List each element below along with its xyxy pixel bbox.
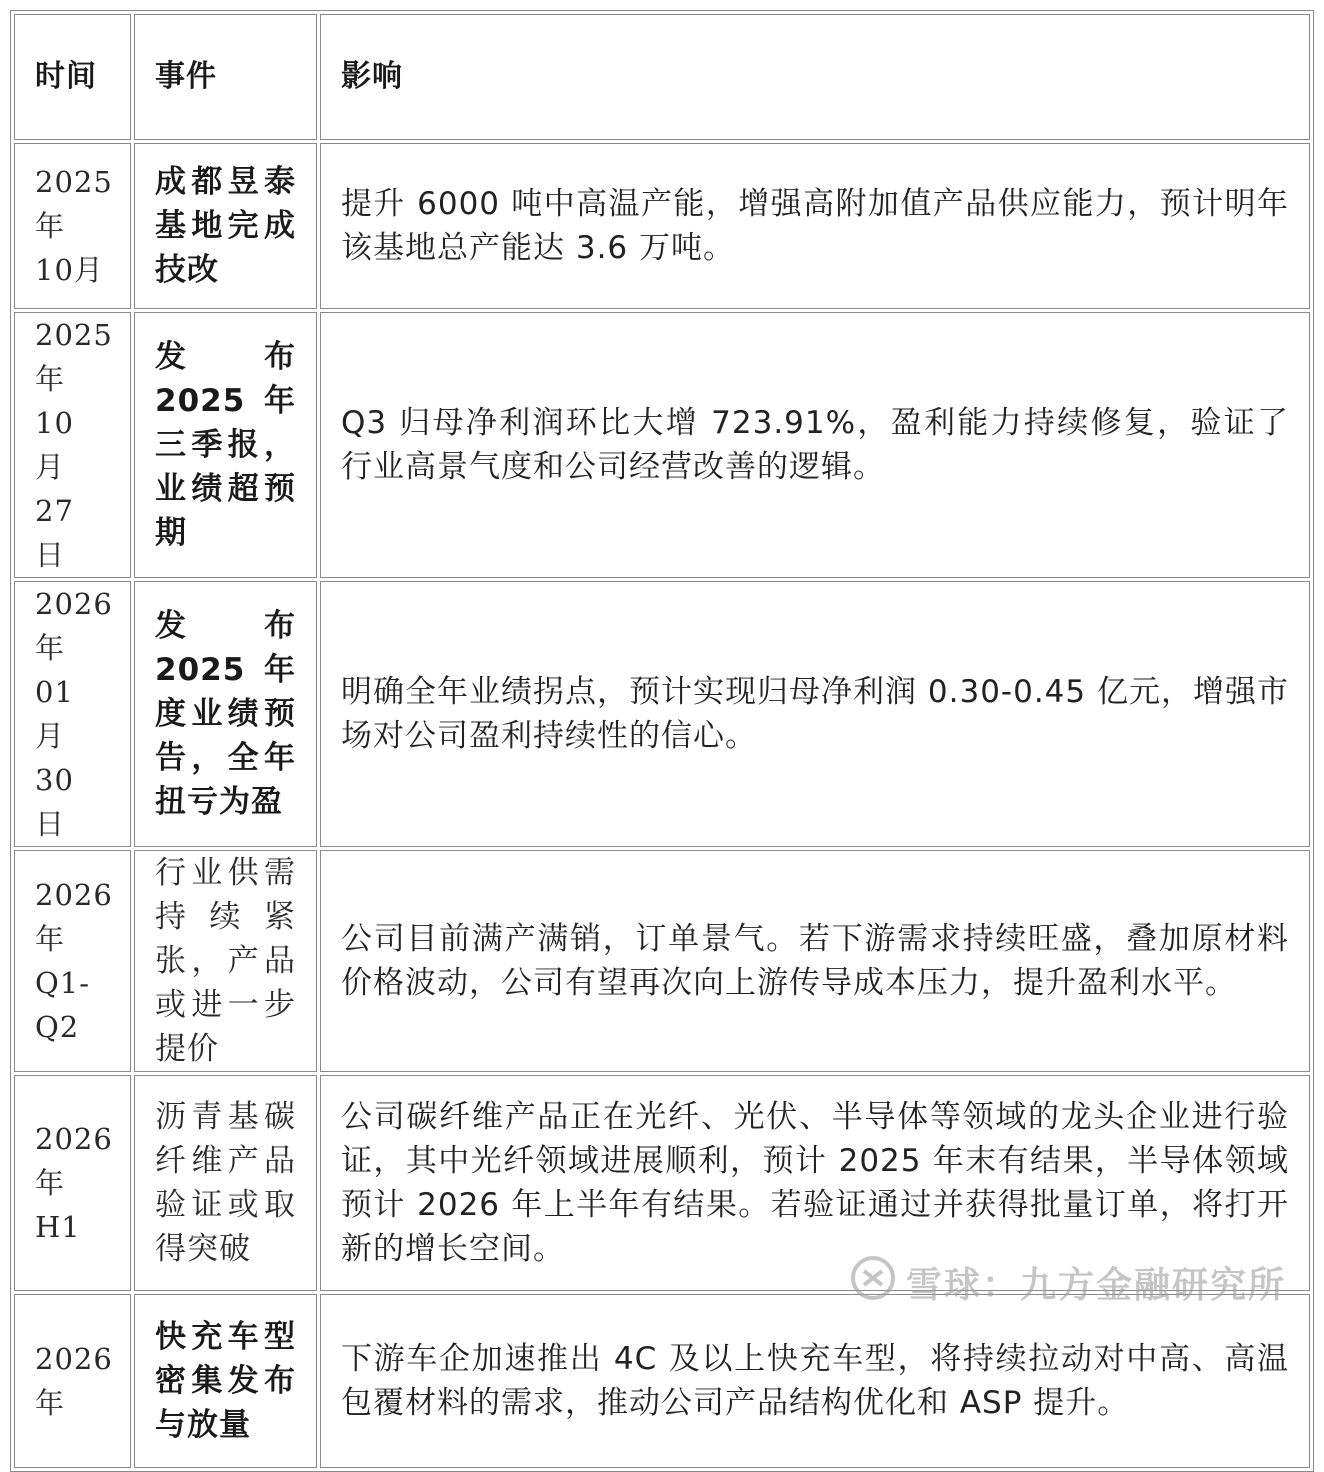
row-time: 2026 年 (14, 1294, 131, 1468)
snowball-logo-icon (850, 1255, 896, 1310)
row-time: 2025 年 10月 (14, 143, 131, 309)
table-row (14, 143, 1310, 309)
table-row (14, 581, 1310, 847)
row-time: 2026 年 H1 (14, 1075, 131, 1291)
row-impact: 下游车企加速推出 4C 及以上快充车型，将持续拉动对中高、高温包覆材料的需求，推动公司产品结构优化和 ASP 提升。 (320, 1294, 1310, 1468)
row-impact: Q3 归母净利润环比大增 723.91%，盈利能力持续修复，验证了行业高景气度和公司经营改善的逻辑。 (320, 312, 1310, 578)
row-impact: 公司碳纤维产品正在光纤、光伏、半导体等领域的龙头企业进行验证，其中光纤领域进展顺利，预计 2025 年末有结果，半导体领域预计 2026 年上半年有结果。若验证通过并获得批量订单，将打开新的增长空间。 (320, 1075, 1310, 1291)
header-event: 事件 (134, 14, 317, 140)
row-event: 发 布 2025 年度业绩预告，全年扭亏为盈 (134, 581, 317, 847)
row-time: 2026 年 01 月 30 日 (14, 581, 131, 847)
row-event: 沥青基碳纤维产品验证或取得突破 (134, 1075, 317, 1291)
row-event: 快充车型密集发布与放量 (134, 1294, 317, 1468)
watermark-text: 雪球：九方金融研究所 (905, 1265, 1286, 1306)
table-row (14, 312, 1310, 578)
row-event: 行业供需持续紧张，产品或进一步提价 (134, 850, 317, 1072)
row-impact: 公司目前满产满销，订单景气。若下游需求持续旺盛，叠加原材料价格波动，公司有望再次向上游传导成本压力，提升盈利水平。 (320, 850, 1310, 1072)
header-impact: 影响 (320, 14, 1310, 140)
table-row (14, 850, 1310, 1072)
row-impact: 提升 6000 吨中高温产能，增强高附加值产品供应能力，预计明年该基地总产能达 3.6 万吨。 (320, 143, 1310, 309)
row-event: 发 布 2025 年三季报，业绩超预期 (134, 312, 317, 578)
table-header-row (14, 14, 1310, 140)
row-time: 2026 年 Q1-Q2 (14, 850, 131, 1072)
table-row (14, 1294, 1310, 1468)
row-event: 成都昱泰基地完成技改 (134, 143, 317, 309)
events-table (10, 10, 1314, 1472)
row-impact: 明确全年业绩拐点，预计实现归母净利润 0.30-0.45 亿元，增强市场对公司盈利持续性的信心。 (320, 581, 1310, 847)
watermark (850, 1255, 1286, 1310)
header-time: 时间 (14, 14, 131, 140)
row-time: 2025 年 10 月 27 日 (14, 312, 131, 578)
